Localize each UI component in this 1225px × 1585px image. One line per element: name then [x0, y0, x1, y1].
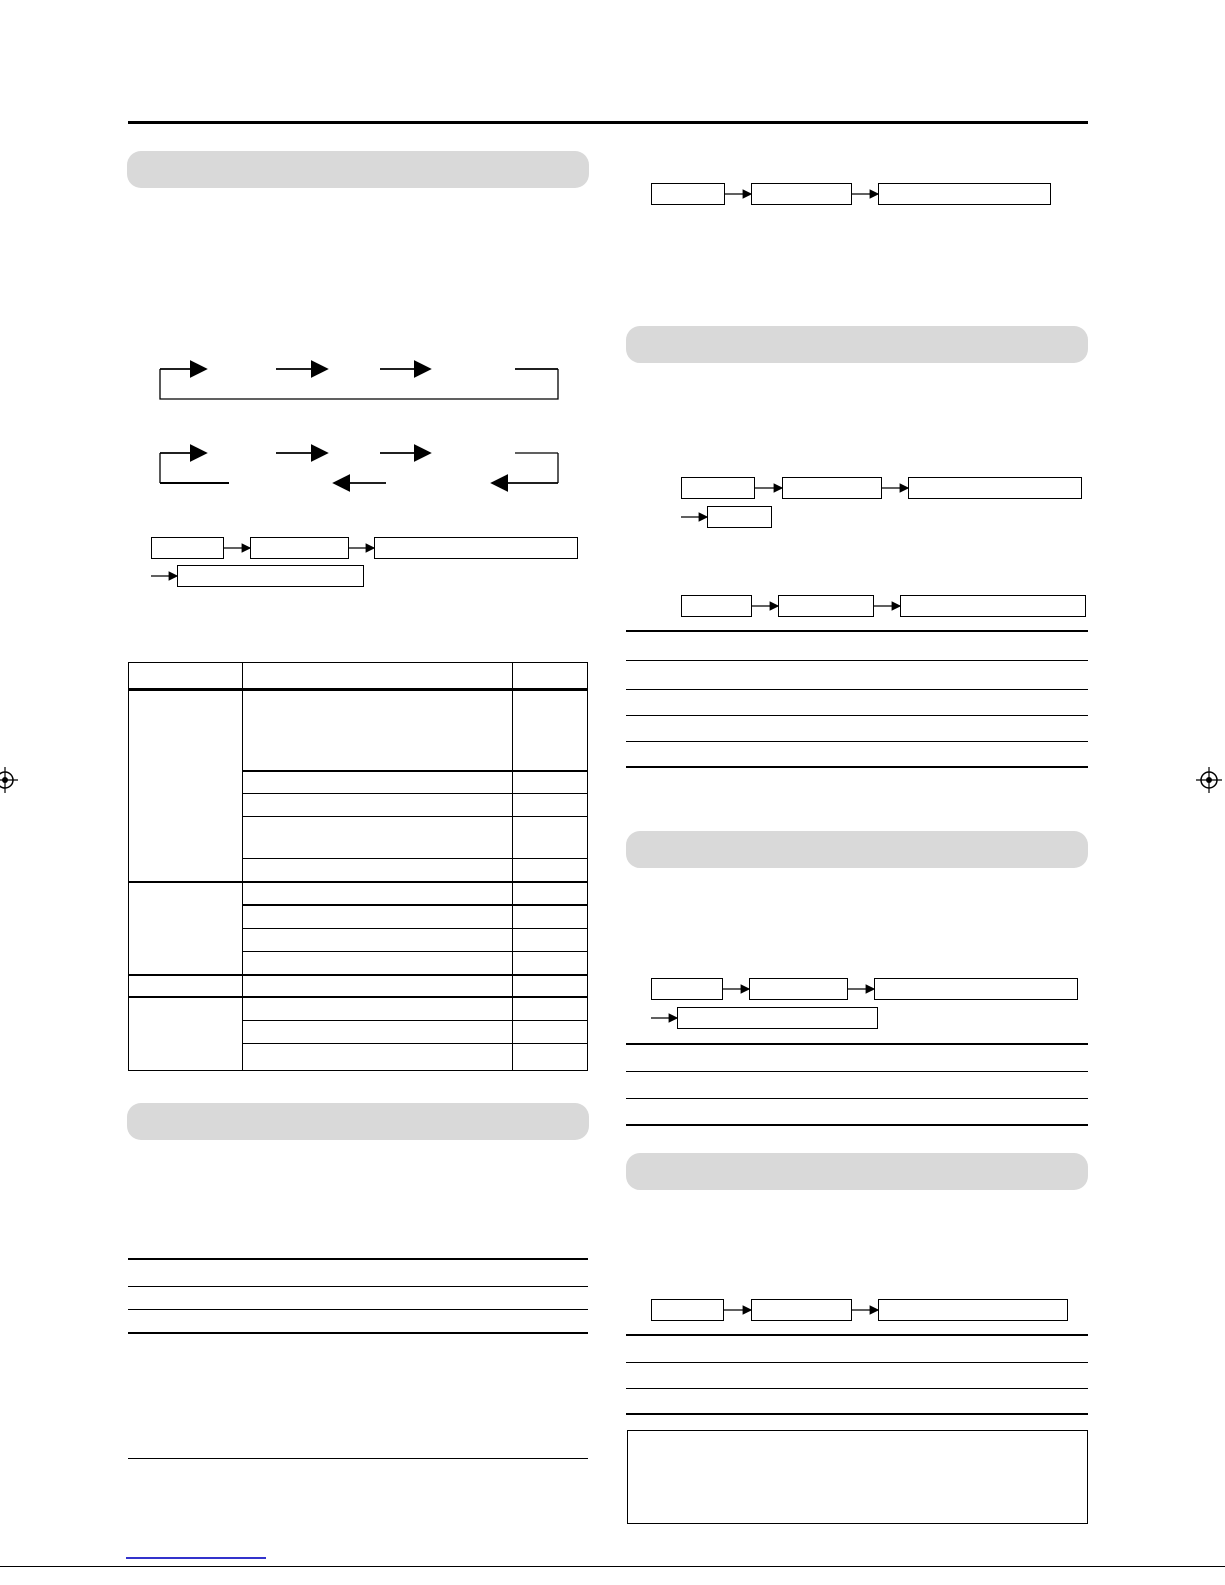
flow-box [908, 477, 1082, 499]
flow-box [677, 1007, 878, 1029]
flow-box [751, 1299, 852, 1321]
registration-mark-icon [0, 767, 18, 793]
rule-line [626, 715, 1088, 716]
flow-box [878, 1299, 1068, 1321]
rule-line [626, 660, 1088, 661]
flow-box [782, 477, 882, 499]
rule-line [626, 1071, 1088, 1072]
flow-box [681, 477, 755, 499]
rule-line [626, 630, 1088, 632]
flow-box [681, 595, 752, 617]
flow-box [651, 183, 725, 205]
flow-box [250, 537, 349, 559]
flow-box [651, 978, 723, 1000]
flow-box [900, 595, 1086, 617]
note-box [627, 1430, 1088, 1524]
flow-box [749, 978, 848, 1000]
rule-line [626, 766, 1088, 768]
flow-box [751, 183, 852, 205]
loop-diagram-2 [160, 453, 558, 483]
rule-line [128, 1286, 588, 1287]
rule-line [626, 1334, 1088, 1336]
flow-box [177, 565, 364, 587]
rule-line [128, 1332, 588, 1334]
registration-mark-icon [1196, 767, 1222, 793]
loop-diagram-1 [160, 369, 558, 399]
flow-box [651, 1299, 724, 1321]
flow-box [778, 595, 874, 617]
rule-line [626, 1388, 1088, 1389]
section-header-band-right-1 [626, 326, 1088, 363]
flow-box [874, 978, 1078, 1000]
rule-line [128, 1258, 588, 1260]
settings-table [128, 662, 588, 1071]
rule-line [626, 741, 1088, 742]
rule-line [128, 1458, 588, 1459]
flow-box [151, 537, 224, 559]
section-header-band-left-2 [127, 1103, 589, 1140]
rule-line [626, 1043, 1088, 1045]
flow-box [374, 537, 578, 559]
flow-box [707, 506, 772, 528]
footer-link-underline [126, 1557, 266, 1559]
rule-line [626, 689, 1088, 690]
rule-line [128, 1309, 588, 1310]
rule-line [626, 1362, 1088, 1363]
rule-line [626, 1413, 1088, 1415]
section-header-band-right-3 [626, 1153, 1088, 1190]
rule-line [626, 1098, 1088, 1099]
footer-trim-line [0, 1566, 1225, 1567]
flow-box [878, 183, 1051, 205]
section-header-band-right-2 [626, 831, 1088, 868]
rule-line [626, 1124, 1088, 1126]
